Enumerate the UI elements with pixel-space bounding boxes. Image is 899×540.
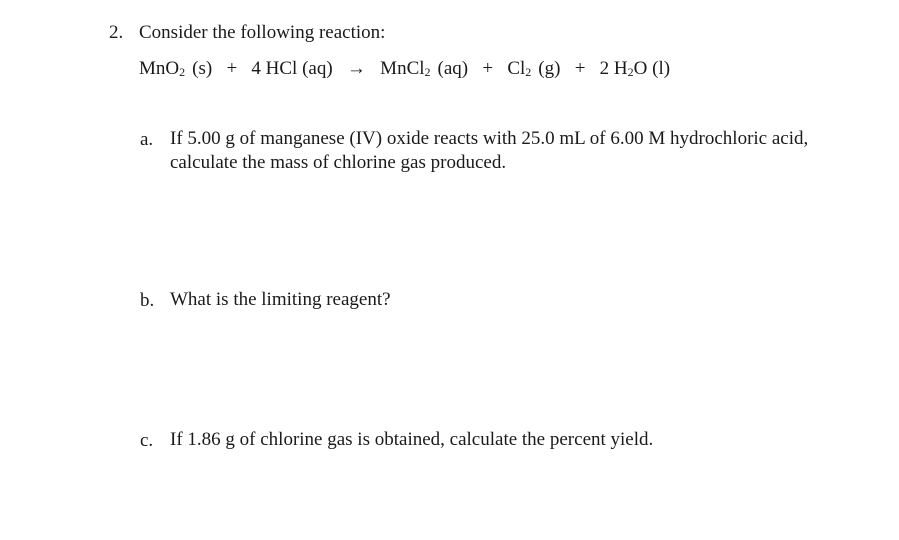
plus-sign: + xyxy=(574,58,586,79)
part-c-letter: c. xyxy=(140,430,154,451)
question-number: 2. xyxy=(109,22,124,43)
plus-sign: + xyxy=(226,58,238,79)
chemical-equation xyxy=(139,58,670,80)
part-c-text: If 1.86 g of chlorine gas is obtained, calculate the percent yield. xyxy=(170,429,654,450)
reactant-mno2: MnO$_2$ xyxy=(139,58,186,79)
state-solid: (s) xyxy=(192,58,213,79)
product-water: 2 $H_2O$ (l) xyxy=(599,58,671,79)
product-mncl2: MnCl$_2$ xyxy=(380,58,431,79)
reactant-hcl: 4 HCl (aq) xyxy=(251,58,333,79)
state-aqueous: (aq) xyxy=(437,58,469,79)
part-b-letter: b. xyxy=(140,290,155,311)
plus-sign: + xyxy=(482,58,494,79)
product-cl2: $Cl_2$ xyxy=(507,58,532,79)
state-gas: (g) xyxy=(538,58,561,79)
part-a-letter: a. xyxy=(140,129,154,150)
question-intro: Consider the following reaction: xyxy=(139,22,386,43)
reaction-arrow: → xyxy=(346,58,366,79)
part-a-text: If 5.00 g of manganese (IV) oxide reacts with 25.0 mL of 6.00 M hydrochloric acid, calculate the mass of chlorine gas produced. xyxy=(170,128,809,173)
part-b-text: What is the limiting reagent? xyxy=(170,289,391,310)
